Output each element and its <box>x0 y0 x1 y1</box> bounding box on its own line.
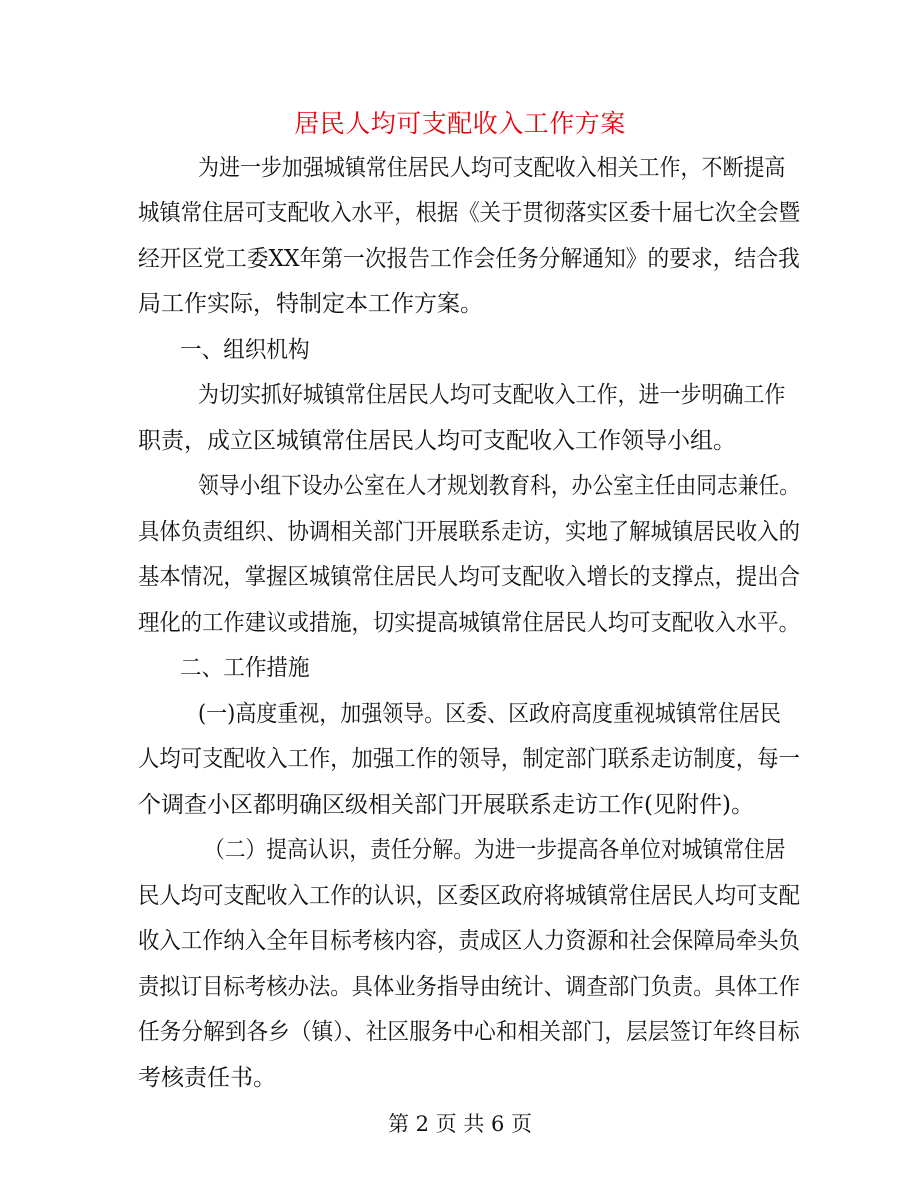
paragraph-line: 为进一步加强城镇常住居民人均可支配收入相关工作，不断提高 <box>198 155 786 181</box>
paragraph-line: 城镇常住居可支配收入水平，根据《关于贯彻落实区委十届七次全会暨 <box>138 200 800 226</box>
paragraph-line: 基本情况，掌握区城镇常住居民人均可支配收入增长的支撑点，提出合 <box>138 564 800 590</box>
page-number-footer: 第 2 页 共 6 页 <box>387 1112 533 1136</box>
paragraph-line: 个调查小区都明确区级相关部门开展联系走访工作(见附件)。 <box>138 792 754 818</box>
paragraph-line: 任务分解到各乡（镇）、社区服务中心和相关部门，层层签订年终目标 <box>138 1019 800 1045</box>
section-heading: 一、组织机构 <box>180 337 310 363</box>
paragraph-line: （二）提高认识，责任分解。为进一步提高各单位对城镇常住居 <box>204 837 786 863</box>
paragraph-line: 收入工作纳入全年目标考核内容，责成区人力资源和社会保障局牵头负 <box>138 928 800 954</box>
paragraph-line: 局工作实际，特制定本工作方案。 <box>138 291 483 317</box>
paragraph-line: 具体负责组织、协调相关部门开展联系走访，实地了解城镇居民收入的 <box>138 519 800 545</box>
paragraph-line: 人均可支配收入工作，加强工作的领导，制定部门联系走访制度，每一 <box>138 746 800 772</box>
paragraph-line: (一)高度重视，加强领导。区委、区政府高度重视城镇常住居民 <box>198 701 781 727</box>
paragraph-line: 民人均可支配收入工作的认识，区委区政府将城镇常住居民人均可支配 <box>138 883 800 909</box>
paragraph-line: 为切实抓好城镇常住居民人均可支配收入工作，进一步明确工作 <box>198 382 786 408</box>
paragraph-line: 责拟订目标考核办法。具体业务指导由统计、调查部门负责。具体工作 <box>138 974 800 1000</box>
paragraph-line: 经开区党工委XX年第一次报告工作会任务分解通知》的要求，结合我 <box>138 246 800 272</box>
paragraph-line: 职责，成立区城镇常住居民人均可支配收入工作领导小组。 <box>138 428 736 454</box>
paragraph-line: 理化的工作建议或措施，切实提高城镇常住居民人均可支配收入水平。 <box>138 610 800 636</box>
paragraph-line: 考核责任书。 <box>138 1065 276 1091</box>
paragraph-line: 领导小组下设办公室在人才规划教育科，办公室主任由同志兼任。 <box>198 473 800 499</box>
section-heading: 二、工作措施 <box>180 655 310 681</box>
document-title: 居民人均可支配收入工作方案 <box>294 109 626 138</box>
